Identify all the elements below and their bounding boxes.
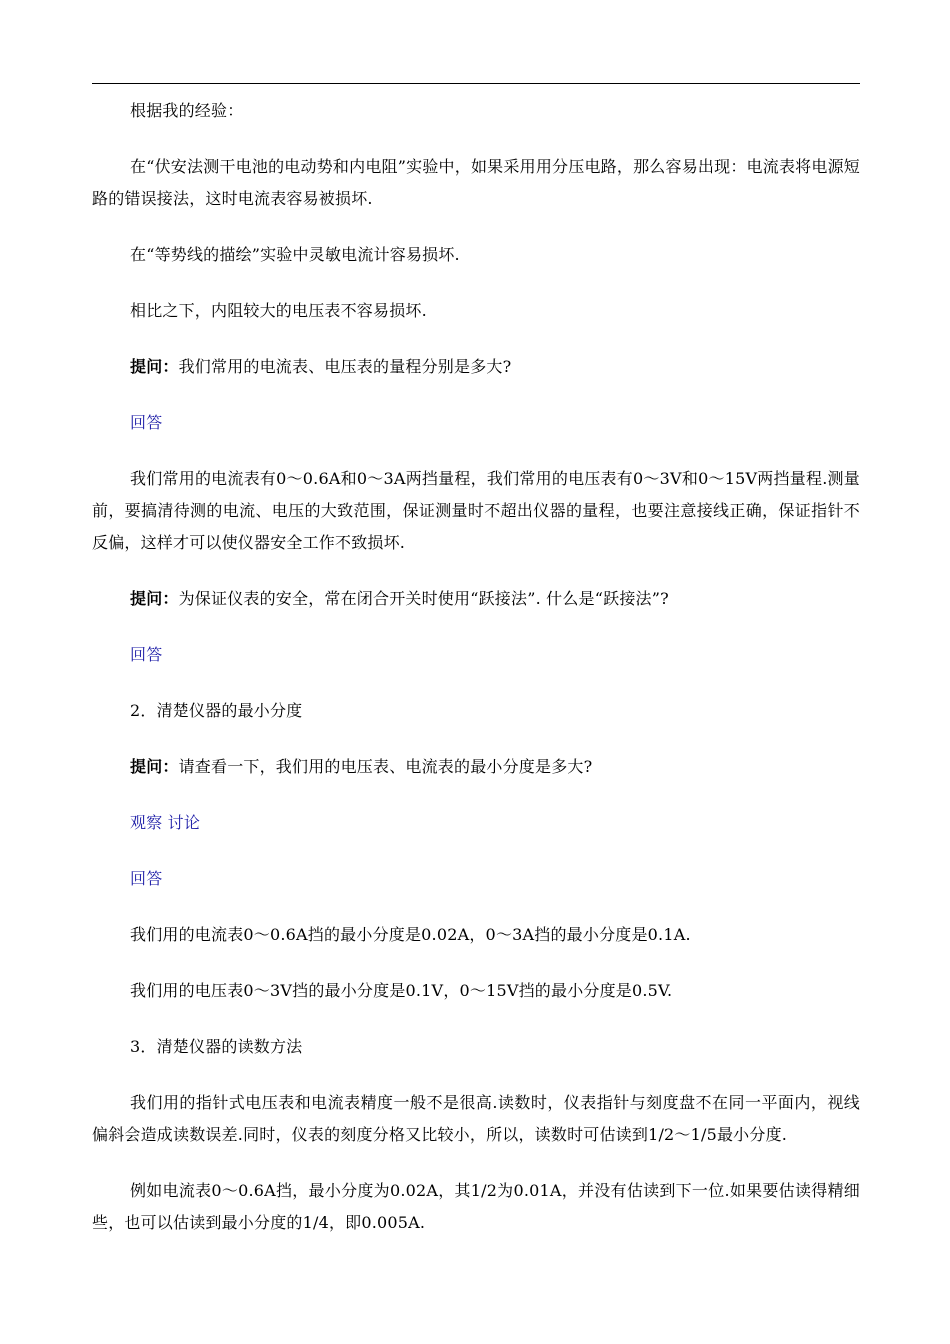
paragraph-voltmeter-note: 相比之下，内阻较大的电压表不容易损坏. [130, 301, 427, 320]
paragraph-ranges-answer: 我们常用的电流表有0～0.6A和0～3A两挡量程，我们常用的电压表有0～3V和0～15V两挡量程.测量前，要搞清待测的电流、电压的大致范围，保证测量时不超出仪器的量程，也要注意接线正确，保证指针不反偏，这样才可以使仪器安全工作不致损坏. [92, 469, 860, 552]
answer-link-row-1 [92, 407, 860, 439]
question-label: 提问： [130, 757, 179, 776]
question-text: 我们常用的电流表、电压表的量程分别是多大? [178, 357, 512, 376]
header-rule [92, 83, 860, 84]
question-text: 为保证仪表的安全，常在闭合开关时使用“跃接法”. 什么是“跃接法”? [178, 589, 669, 608]
answer-link[interactable]: 回答 [130, 869, 163, 888]
document-body [92, 95, 860, 1263]
question-label: 提问： [130, 357, 179, 376]
paragraph-experience-intro: 根据我的经验： [130, 101, 244, 120]
observe-discuss-link[interactable]: 观察 讨论 [130, 813, 201, 832]
paragraph-voltmeter-division: 我们用的电压表0～3V挡的最小分度是0.1V，0～15V挡的最小分度是0.5V. [130, 981, 673, 1000]
question-jump-method [92, 583, 860, 615]
paragraph-ammeter-division: 我们用的电流表0～0.6A挡的最小分度是0.02A，0～3A挡的最小分度是0.1A. [130, 925, 691, 944]
question-text: 请查看一下，我们用的电压表、电流表的最小分度是多大? [178, 757, 593, 776]
answer-link[interactable]: 回答 [130, 645, 163, 664]
paragraph-equipotential-note: 在“等势线的描绘”实验中灵敏电流计容易损坏. [130, 245, 460, 264]
question-ranges [92, 351, 860, 383]
question-min-division [92, 751, 860, 783]
section-heading-min-division: 2．清楚仪器的最小分度 [130, 701, 303, 720]
paragraph-reading-example: 例如电流表0～0.6A挡，最小分度为0.02A，其1/2为0.01A，并没有估读到下一位.如果要估读得精细些，也可以估读到最小分度的1/4，即0.005A. [92, 1181, 860, 1232]
paragraph-voltammetry-note: 在“伏安法测干电池的电动势和内电阻”实验中，如果采用用分压电路，那么容易出现：电流表将电源短路的错误接法，这时电流表容易被损坏. [92, 157, 860, 208]
question-label: 提问： [130, 589, 179, 608]
paragraph-reading-method: 我们用的指针式电压表和电流表精度一般不是很高.读数时，仪表指针与刻度盘不在同一平面内，视线偏斜会造成读数误差.同时，仪表的刻度分格又比较小，所以，读数时可估读到1/2～1/5最小分度. [92, 1093, 860, 1144]
answer-link[interactable]: 回答 [130, 413, 163, 432]
observe-link-row [92, 807, 860, 839]
answer-link-row-3 [92, 863, 860, 895]
section-heading-reading-method: 3．清楚仪器的读数方法 [130, 1037, 303, 1056]
answer-link-row-2 [92, 639, 860, 671]
